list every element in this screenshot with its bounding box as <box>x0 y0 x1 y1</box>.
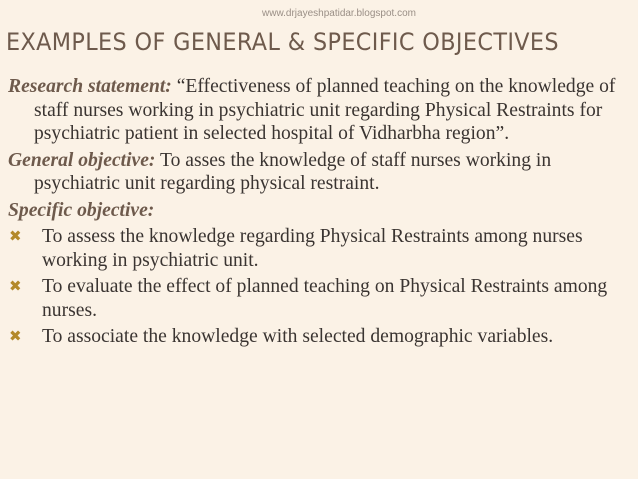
research-statement-label: Research statement: <box>8 76 172 97</box>
research-statement <box>8 75 632 146</box>
slide-content <box>8 75 632 352</box>
x-mark-bullet-icon: ✖ <box>9 277 22 295</box>
general-objective <box>8 149 632 196</box>
research-statement-text: “Effectiveness of planned teaching on the knowledge of staff nurses working in psychiatric unit regarding Physical Restraints for psychiatric patient in selected hospital of Vidharbha region”. <box>34 76 616 144</box>
list-item <box>8 225 632 272</box>
list-item-text: To associate the knowledge with selected demographic variables. <box>42 326 554 347</box>
general-objective-label: General objective: <box>8 149 156 171</box>
slide-title: EXAMPLES OF GENERAL & SPECIFIC OBJECTIVES <box>6 28 559 56</box>
x-mark-bullet-icon: ✖ <box>9 327 22 345</box>
list-item <box>8 275 632 322</box>
list-item-text: To evaluate the effect of planned teaching on Physical Restraints among nurses. <box>42 276 608 321</box>
general-objective-text: To asses the knowledge of staff nurses working in psychiatric unit regarding physical restraint. <box>34 149 552 194</box>
specific-objective-heading <box>8 199 632 223</box>
x-mark-bullet-icon: ✖ <box>9 227 22 245</box>
specific-objective-label: Specific objective: <box>8 199 155 221</box>
list-item-text: To assess the knowledge regarding Physical Restraints among nurses working in psychiatric unit. <box>42 226 583 271</box>
list-item <box>8 325 632 349</box>
watermark-text: www.drjayeshpatidar.blogspot.com <box>262 8 416 19</box>
